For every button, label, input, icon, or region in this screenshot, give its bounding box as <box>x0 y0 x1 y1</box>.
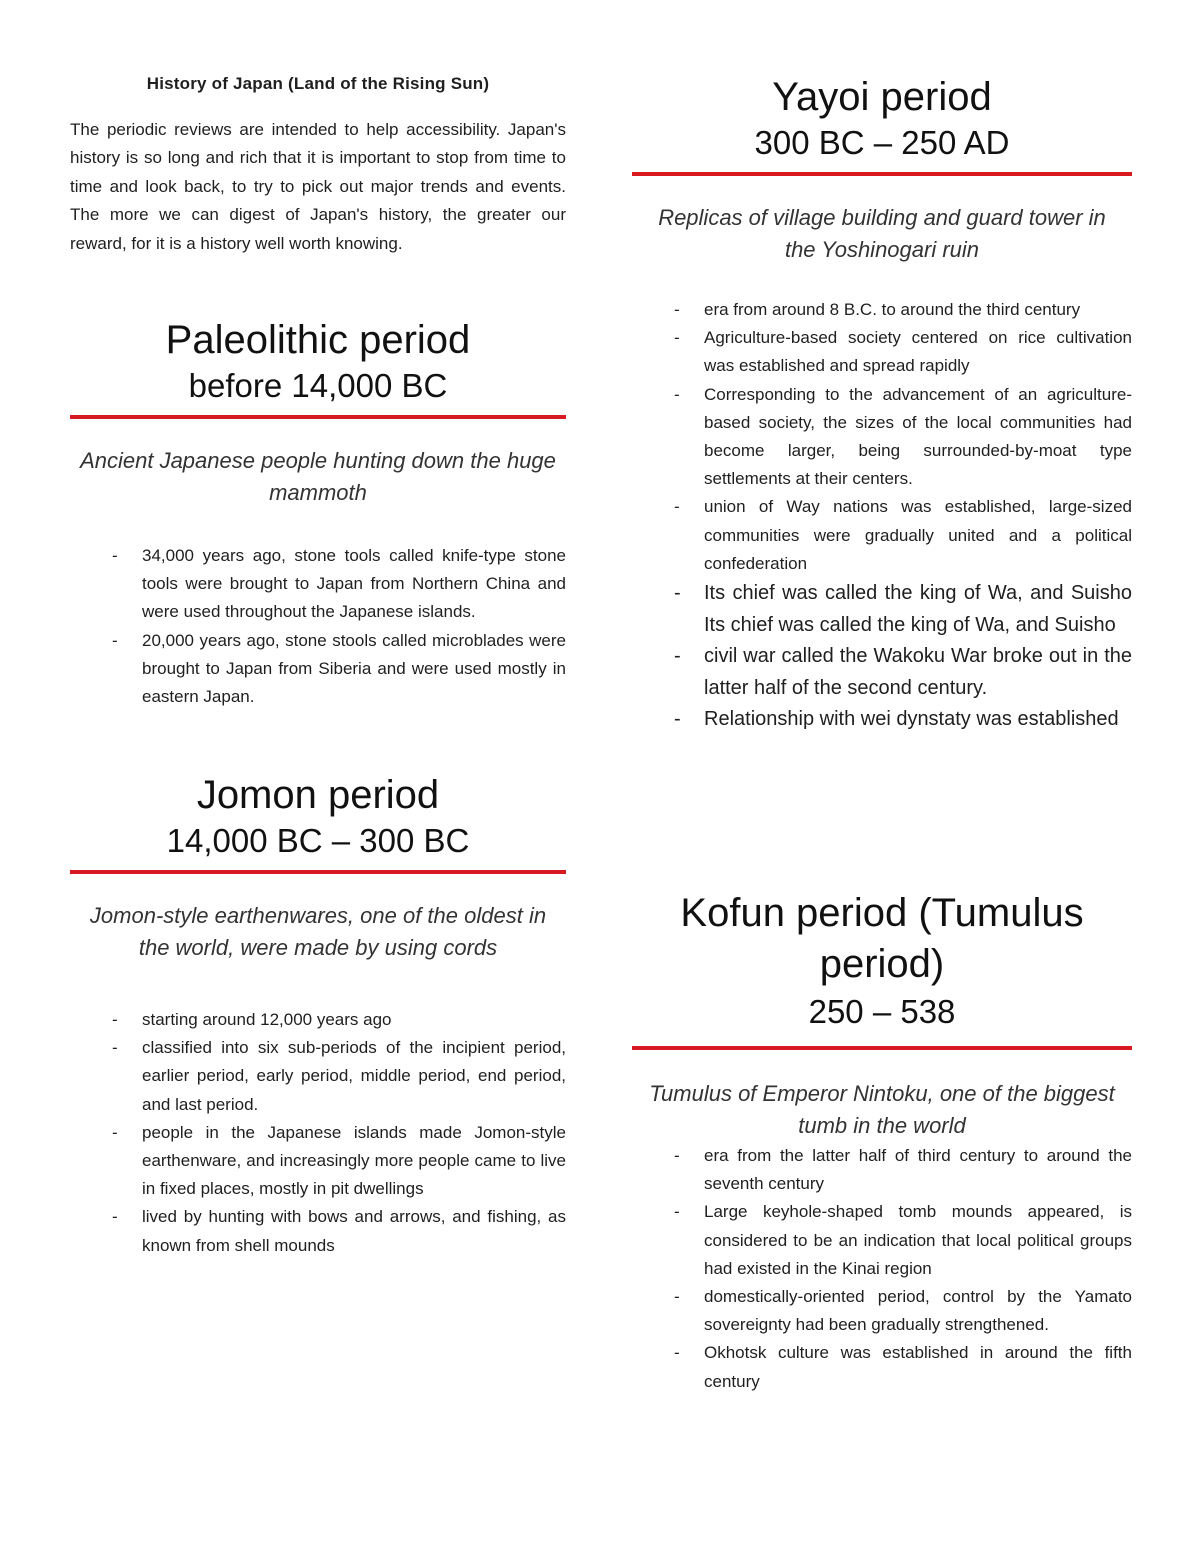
list-item-text: 34,000 years ago, stone tools called knife-type stone tools were brought to Japan from Northern China and were used throughout the Japanese islands. <box>142 546 566 622</box>
bullet-dash: - <box>674 1146 680 1165</box>
bullet-dash: - <box>674 1202 680 1222</box>
list-item <box>632 1339 1132 1395</box>
section-date: 300 BC – 250 AD <box>754 124 1010 161</box>
list-item <box>632 704 1132 736</box>
image-caption: Ancient Japanese people hunting down the huge mammoth <box>80 448 556 505</box>
list-item <box>632 1142 1132 1198</box>
list-item <box>70 1203 566 1259</box>
section-divider <box>70 870 566 874</box>
bullet-list <box>70 1006 566 1260</box>
section-paleolithic <box>70 316 566 711</box>
intro-paragraph: The periodic reviews are intended to help accessibility. Japan's history is so long and rich that it is important to stop from time to time and look back, to try to pick out major trends and events. The more we can digest of Japan's history, the greater our reward, for it is a history well worth knowing. <box>70 120 566 253</box>
list-item-text: classified into six sub-periods of the incipient period, earlier period, early period, middle period, end period, and last period. <box>142 1038 566 1114</box>
section-divider <box>70 415 566 419</box>
list-item-text: Corresponding to the advancement of an agriculture-based society, the sizes of the local communities had become larger, being surrounded-by-moat type settlements at their centers. <box>704 384 1132 489</box>
bullet-list <box>70 542 566 711</box>
bullet-dash: - <box>674 1287 680 1307</box>
list-item <box>70 1006 566 1034</box>
bullet-list <box>632 296 1132 736</box>
list-item <box>632 324 1132 380</box>
list-item <box>70 1034 566 1119</box>
list-item <box>632 381 1132 494</box>
list-item <box>632 1283 1132 1339</box>
list-item-text: era from around 8 B.C. to around the third century <box>704 300 1081 319</box>
bullet-dash: - <box>112 1207 118 1227</box>
bullet-dash: - <box>112 1010 118 1029</box>
list-item <box>70 542 566 627</box>
bullet-dash: - <box>112 630 118 650</box>
section-yayoi <box>632 73 1132 736</box>
image-caption: Replicas of village building and guard tower in the Yoshinogari ruin <box>658 205 1106 262</box>
section-title: Paleolithic period <box>165 318 471 362</box>
document-title: History of Japan (Land of the Rising Sun) <box>146 74 490 93</box>
bullet-list <box>632 1142 1132 1396</box>
list-item-text: Large keyhole-shaped tomb mounds appeared, is considered to be an indication that local political groups had existed in the Kinai region <box>704 1202 1132 1278</box>
bullet-dash: - <box>674 582 681 605</box>
section-jomon <box>70 771 566 1260</box>
list-item-text: era from the latter half of third century to around the seventh century <box>704 1146 1132 1194</box>
list-item-text: civil war called the Wakoku War broke out in the latter half of the second century. <box>704 645 1132 699</box>
section-kofun <box>632 888 1132 1396</box>
bullet-dash: - <box>674 645 681 668</box>
list-item-text: people in the Japanese islands made Jomon-style earthenware, and increasingly more people came to live in fixed places, mostly in pit dwellings <box>142 1122 566 1199</box>
image-caption: Jomon-style earthenwares, one of the oldest in the world, were made by using cords <box>89 903 547 960</box>
section-title: Jomon period <box>196 773 440 817</box>
bullet-dash: - <box>674 328 680 348</box>
bullet-dash: - <box>674 384 680 404</box>
section-date: before 14,000 BC <box>188 367 448 404</box>
section-divider <box>632 172 1132 176</box>
list-item <box>632 1198 1132 1283</box>
section-title: Yayoi period <box>772 75 992 119</box>
list-item <box>632 641 1132 704</box>
bullet-dash: - <box>674 708 681 731</box>
bullet-dash: - <box>674 497 680 517</box>
list-item-text: Its chief was called the king of Wa, and Suisho Its chief was called the king of Wa, and Suisho <box>704 582 1132 636</box>
bullet-dash: - <box>112 546 118 565</box>
list-item-text: Okhotsk culture was established in around the fifth century <box>704 1343 1132 1391</box>
bullet-dash: - <box>674 300 680 319</box>
list-item <box>632 578 1132 641</box>
list-item-text: lived by hunting with bows and arrows, and fishing, as known from shell mounds <box>142 1207 566 1255</box>
bullet-dash: - <box>112 1122 118 1142</box>
bullet-dash: - <box>112 1038 118 1058</box>
list-item-text: union of Way nations was established, large-sized communities were gradually united and a political confederation <box>704 497 1132 573</box>
list-item <box>632 296 1132 324</box>
section-title: Kofun period (Tumulus period) <box>680 891 1084 986</box>
section-date: 250 – 538 <box>808 993 956 1030</box>
list-item <box>70 1119 566 1204</box>
bullet-dash: - <box>674 1343 680 1363</box>
list-item-text: domestically-oriented period, control by the Yamato sovereignty had been gradually strengthened. <box>704 1287 1132 1335</box>
list-item <box>70 627 566 712</box>
section-divider <box>632 1046 1132 1050</box>
list-item <box>632 493 1132 578</box>
image-caption: Tumulus of Emperor Nintoku, one of the biggest tumb in the world <box>649 1081 1115 1138</box>
list-item-text: Agriculture-based society centered on rice cultivation was established and spread rapidly <box>704 328 1132 376</box>
section-date: 14,000 BC – 300 BC <box>166 822 470 859</box>
list-item-text: Relationship with wei dynstaty was established <box>704 708 1119 731</box>
list-item-text: 20,000 years ago, stone stools called microblades were brought to Japan from Siberia and were used mostly in eastern Japan. <box>142 630 566 707</box>
list-item-text: starting around 12,000 years ago <box>142 1010 392 1029</box>
